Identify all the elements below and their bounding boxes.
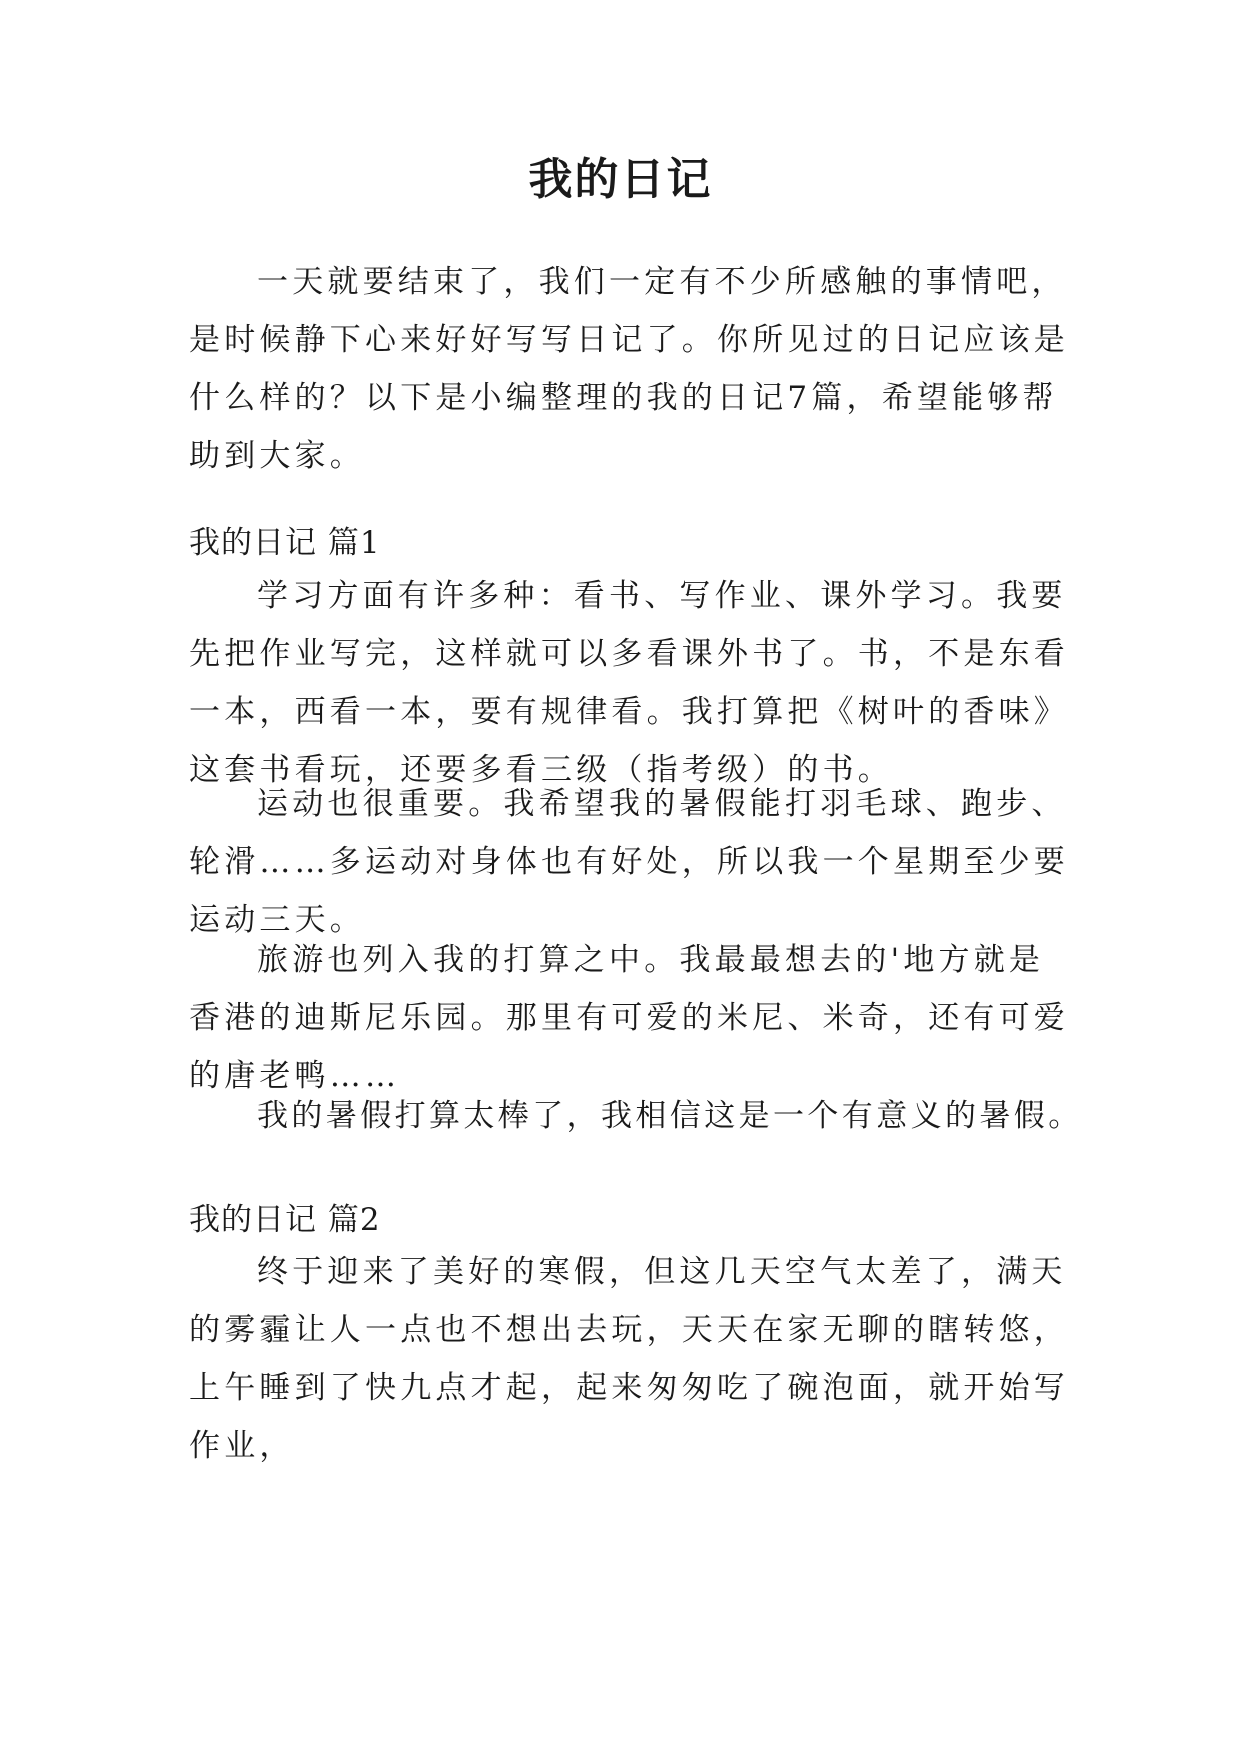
document-title: 我的日记 <box>528 154 713 205</box>
section-heading-2: 我的日记 篇2 <box>189 1202 381 1238</box>
section-2-paragraph-1: 终于迎来了美好的寒假，但这几天空气太差了，满天的雾霾让人一点也不想出去玩，天天在家无聊的瞎转悠，上午睡到了快九点才起，起来匆匆吃了碗泡面，就开始写作业， <box>189 1254 1069 1464</box>
section-1-paragraph-1: 学习方面有许多种：看书、写作业、课外学习。我要先把作业写完，这样就可以多看课外书了。书，不是东看一本，西看一本，要有规律看。我打算把《树叶的香味》这套书看玩，还要多看三级（指考级）的书。 <box>189 578 1069 788</box>
section-1-paragraph-4: 我的暑假打算太棒了，我相信这是一个有意义的暑假。 <box>257 1098 1083 1134</box>
intro-paragraph: 一天就要结束了，我们一定有不少所感触的事情吧，是时候静下心来好好写写日记了。你所见过的日记应该是什么样的？以下是小编整理的我的日记7篇，希望能够帮助到大家。 <box>189 264 1069 474</box>
section-1-paragraph-2: 运动也很重要。我希望我的暑假能打羽毛球、跑步、轮滑……多运动对身体也有好处，所以我一个星期至少要运动三天。 <box>189 786 1069 938</box>
section-heading-1: 我的日记 篇1 <box>189 525 381 561</box>
section-1-paragraph-3: 旅游也列入我的打算之中。我最最想去的'地方就是香港的迪斯尼乐园。那里有可爱的米尼、米奇，还有可爱的唐老鸭…… <box>189 942 1069 1094</box>
